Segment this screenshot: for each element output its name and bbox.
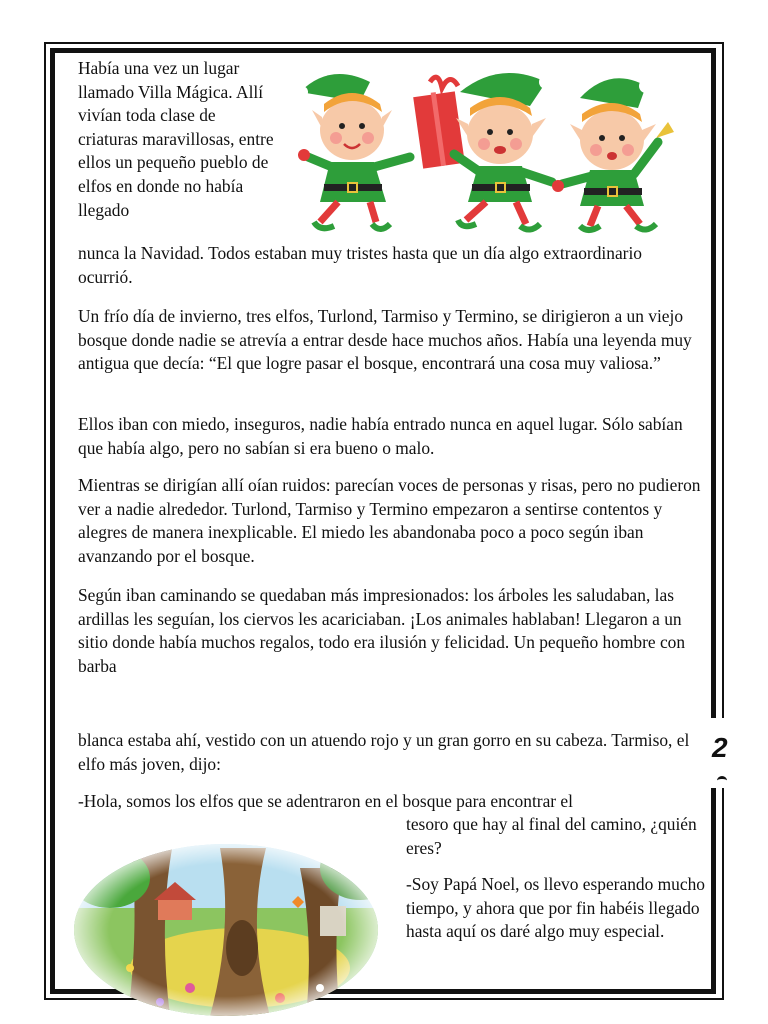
story-paragraph-1-continued: nunca la Navidad. Todos estaban muy tristes hasta que un día algo extraordinario ocurrió. <box>78 243 642 287</box>
story-paragraph-5: Según iban caminando se quedaban más impresionados: los árboles les saludaban, las ardillas les seguían, los ciervos les acariciaban. ¡Los animales hablaban! Llegaron a un sitio donde había muchos regalos, todo era ilusión y felicidad. Un pequeño hombre con barba <box>78 585 686 676</box>
dialogue-santa-line: -Soy Papá Noel, os llevo esperando mucho tiempo, y ahora que por fin habéis llegado hasta aquí os daré algo muy especial. <box>406 874 705 942</box>
elf-right <box>552 78 674 230</box>
story-paragraph-6: blanca estaba ahí, vestido con un atuendo rojo y un gran gorro en su cabeza. Tarmiso, el elfo más joven, dijo: <box>78 730 690 774</box>
page-number: 2 <box>712 732 728 763</box>
page-number-mark <box>717 776 727 785</box>
story-paragraph-2: Un frío día de invierno, tres elfos, Turlond, Tarmiso y Termino, se dirigieron a un viejo bosque donde nadie se atrevía a entrar desde hace muchos años. Había una leyenda muy antigua que decía: “El que logre pasar el bosque, encontrará una cosa muy valiosa.” <box>78 306 692 374</box>
story-paragraph-3: Ellos iban con miedo, inseguros, nadie había entrado nunca en aquel lugar. Sólo sabían que había algo, pero no sabían si era bueno o malo. <box>78 414 683 458</box>
story-paragraph-1-wrapped: Había una vez un lugar llamado Villa Mágica. Allí vivían toda clase de criaturas maravillosas, entre ellos un pequeño pueblo de elfos en donde no había llegado <box>78 58 274 220</box>
elf-left <box>296 74 410 229</box>
enchanted-forest-illustration <box>70 838 382 1016</box>
elf-middle <box>454 73 553 230</box>
dialogue-elf-line-continued: tesoro que hay al final del camino, ¿quién eres? <box>406 814 697 858</box>
dialogue-elf-line: -Hola, somos los elfos que se adentraron en el bosque para encontrar el <box>78 791 573 811</box>
three-elves-illustration <box>290 62 690 237</box>
story-paragraph-4: Mientras se dirigían allí oían ruidos: parecían voces de personas y risas, pero no pudieron ver a nadie alrededor. Turlond, Tarmiso y Termino empezaron a sentirse contentos y alegres de manera inexplicable. El miedo les abandonaba poco a poco según iban avanzando por el bosque. <box>78 475 701 566</box>
